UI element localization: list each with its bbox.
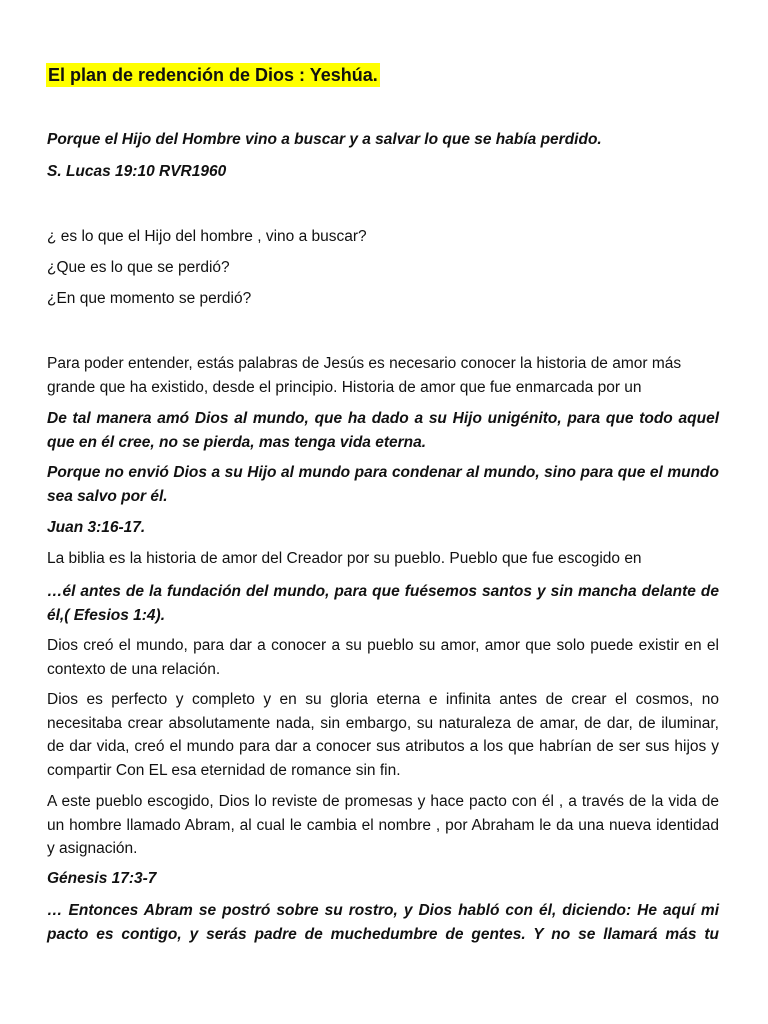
verse-john-17: Porque no envió Dios a su Hijo al mundo para condenar al mundo, sino para que el mundo sea salvo por él. <box>47 464 719 505</box>
verse-ephesians: …él antes de la fundación del mundo, para que fuésemos santos y sin mancha delante de él,( Efesios 1:4). <box>47 583 719 624</box>
paragraph-abram: A este pueblo escogido, Dios lo reviste de promesas y hace pacto con él , a través de la vida de un hombre llamado Abram, al cual le cambia el nombre , por Abraham le da una nueva identidad y asignación. <box>47 793 719 857</box>
paragraph-intro: Para poder entender, estás palabras de Jesús es necesario conocer la historia de amor más grande que ha existido, desde el principio. Historia de amor que fue enmarcada por un <box>47 355 682 396</box>
paragraph-perfect-god: Dios es perfecto y completo y en su gloria eterna e infinita antes de crear el cosmos, no necesitaba crear absolutamente nada, sin embargo, su naturaleza de amar, de dar, de iluminar, de dar vida, creó el mundo para dar a conocer sus atributos a los que habrían de ser sus hijos y compartir Con EL esa eternidad de romance sin fin. <box>47 691 719 779</box>
verse-luke-reference: S. Lucas 19:10 RVR1960 <box>47 163 227 180</box>
verse-genesis-text: … Entonces Abram se postró sobre su rostro, y Dios habló con él, diciendo: He aquí mi pacto es contigo, y serás padre de muchedumbre de gentes. Y no se llamará más tu <box>47 902 719 943</box>
verse-john-16: De tal manera amó Dios al mundo, que ha dado a su Hijo unigénito, para que todo aquel que en él cree, no se pierda, mas tenga vida eterna. <box>47 410 719 451</box>
question-1: ¿ es lo que el Hijo del hombre , vino a buscar? <box>47 228 367 245</box>
verse-luke-text: Porque el Hijo del Hombre vino a buscar y a salvar lo que se había perdido. <box>47 131 602 148</box>
paragraph-creation: Dios creó el mundo, para dar a conocer a su pueblo su amor, amor que solo puede existir en el contexto de una relación. <box>47 637 719 678</box>
document-title: El plan de redención de Dios : Yeshúa. <box>48 65 378 85</box>
paragraph-bible-love-story: La biblia es la historia de amor del Creador por su pueblo. Pueblo que fue escogido en <box>47 550 642 567</box>
question-2: ¿Que es lo que se perdió? <box>47 259 230 276</box>
verse-john-reference: Juan 3:16-17. <box>47 519 146 536</box>
verse-genesis-reference: Génesis 17:3-7 <box>47 870 157 887</box>
question-3: ¿En que momento se perdió? <box>47 290 252 307</box>
